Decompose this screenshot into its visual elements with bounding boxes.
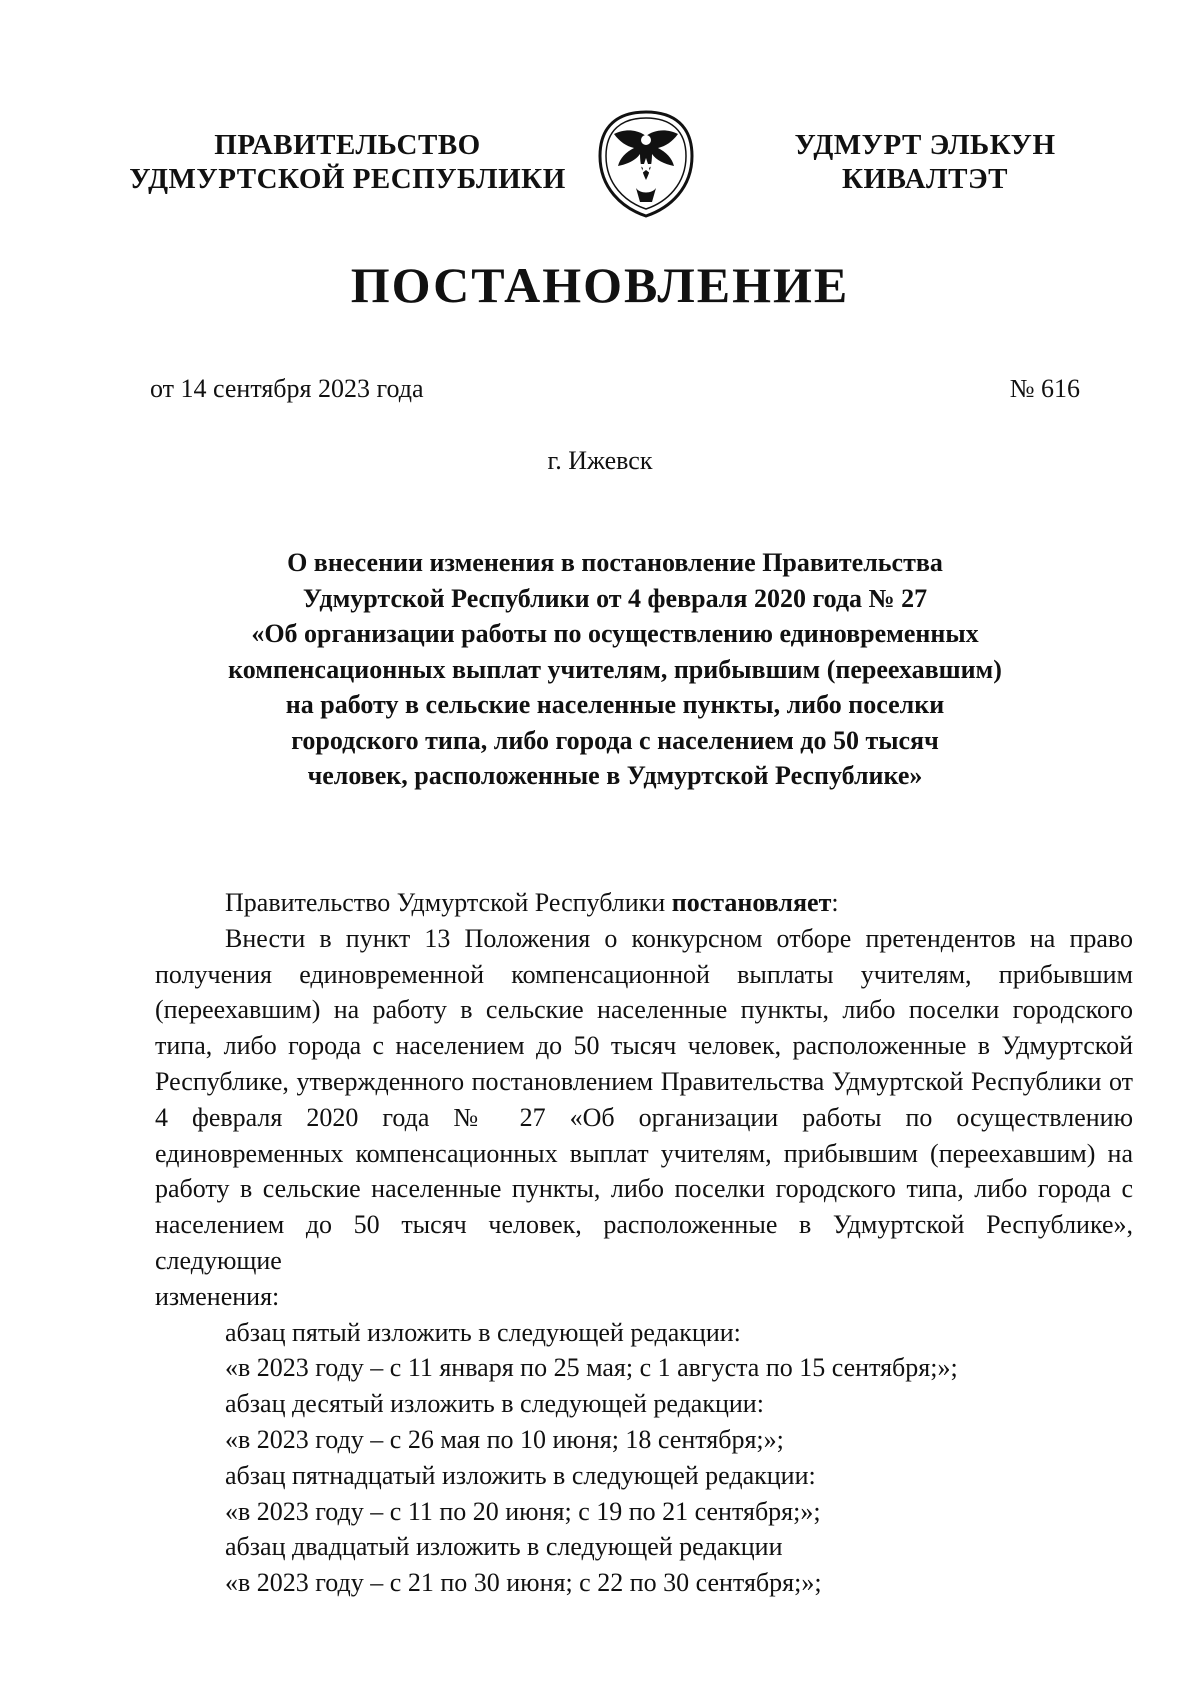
subject-line: Удмуртской Республики от 4 февраля 2020 года № 27: [302, 583, 928, 613]
amendment-line: абзац пятый изложить в следующей редакции:: [225, 1317, 741, 1347]
udmurt-coat-of-arms-icon: [596, 108, 696, 220]
header-right-line-1: УДМУРТ ЭЛЬКУН: [794, 129, 1056, 161]
amendment-line: «в 2023 году – с 21 по 30 июня; с 22 по 30 сентября;»;: [225, 1568, 822, 1598]
main-paragraph-end: изменения:: [155, 1281, 280, 1311]
subject-line: О внесении изменения в постановление Правительства: [287, 548, 943, 577]
document-date: от 14 сентября 2023 года: [150, 374, 424, 403]
header-left-title: [125, 128, 570, 196]
amendment-line: «в 2023 году – с 26 мая по 10 июня; 18 сентября;»;: [225, 1424, 784, 1454]
document-number: № 616: [1009, 374, 1080, 403]
document-body: [155, 885, 1133, 1601]
main-paragraph: Внести в пункт 13 Положения о конкурсном отборе претендентов на право получения единовременной компенсационной выплаты учителям, прибывшим (переехавшим) на работу в сельские населенные пункты, либо поселки городского типа, либо города с населением до 50 тысяч человек, расположенные в Удмуртской Республике, утвержденного постановлением Правительства Удмуртской Республики от 4 февраля 2020 года № 27 «Об организации работы по осуществлению единовременных компенсационных выплат учителям, прибывшим (переехавшим) на работу в сельские населенные пункты, либо поселки городского типа, либо города с населением до 50 тысяч человек, расположенные в Удмуртской Республике», следующие: [155, 923, 1133, 1275]
amendment-line: абзац двадцатый изложить в следующей редакции: [225, 1532, 783, 1562]
preamble-colon: :: [831, 888, 839, 917]
header-left-line-1: ПРАВИТЕЛЬСТВО: [214, 129, 481, 161]
document-city: г. Ижевск: [547, 446, 653, 475]
preamble-verb: постановляет: [671, 888, 832, 917]
subject-line: человек, расположенные в Удмуртской Республике»: [307, 761, 923, 790]
preamble-text: Правительство Удмуртской Республики: [225, 888, 672, 917]
amendment-line: «в 2023 году – с 11 по 20 июня; с 19 по 21 сентября;»;: [225, 1496, 821, 1526]
amendment-line: абзац десятый изложить в следующей редакции:: [225, 1389, 764, 1419]
preamble: [155, 885, 1133, 921]
document-title: ПОСТАНОВЛЕНИЕ: [350, 257, 850, 313]
subject-line: городского типа, либо города с населением до 50 тысяч: [291, 725, 939, 755]
subject-line: «Об организации работы по осуществлению единовременных: [251, 619, 979, 648]
header-right-line-2: КИВАЛТЭТ: [841, 163, 1008, 195]
document-subject: [190, 545, 1040, 794]
amendment-line: абзац пятнадцатый изложить в следующей редакции:: [225, 1460, 816, 1490]
subject-line: на работу в сельские населенные пункты, либо поселки: [285, 690, 945, 719]
subject-line: компенсационных выплат учителям, прибывшим (переехавшим): [228, 654, 1002, 684]
header-right-title: [780, 128, 1070, 196]
amendment-line: «в 2023 году – с 11 января по 25 мая; с 1 августа по 15 сентября;»;: [225, 1353, 958, 1383]
header-left-line-2: УДМУРТСКОЙ РЕСПУБЛИКИ: [129, 163, 566, 195]
